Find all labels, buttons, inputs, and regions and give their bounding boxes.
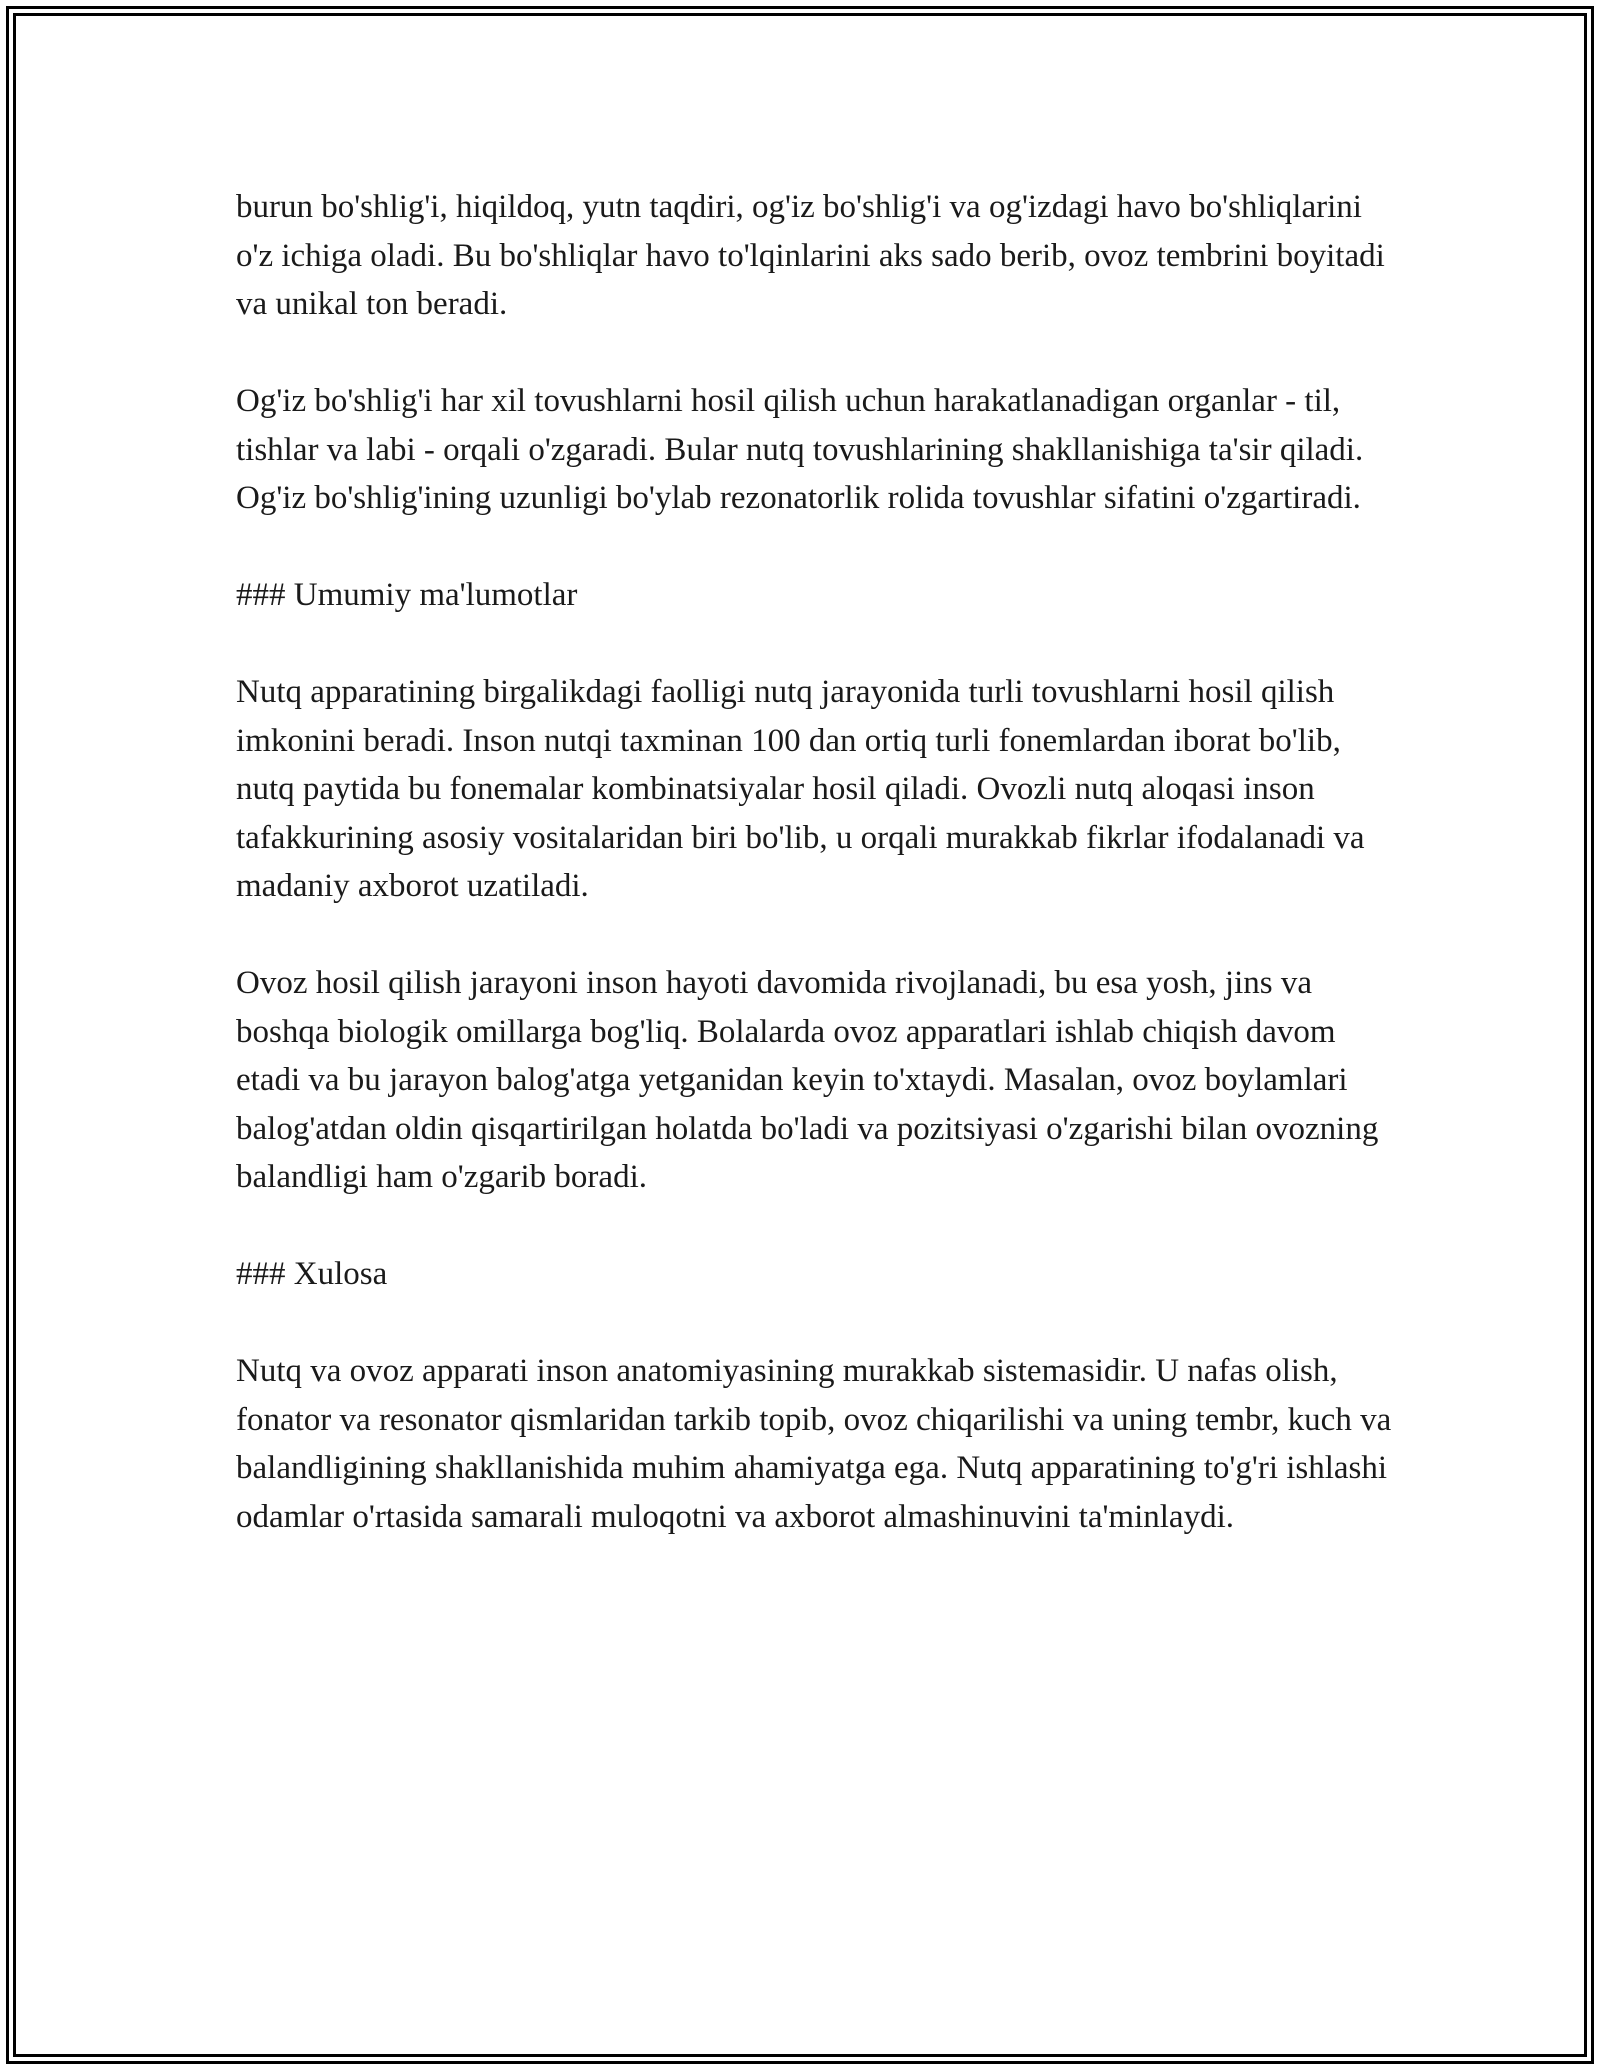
paragraph-conclusion: Nutq va ovoz apparati inson anatomiyasining murakkab sistemasidir. U nafas olish, fonator va resonator qismlaridan tarkib topib, ovoz chiqarilishi va uning tembr, kuch va balandligining shakllanishida muhim ahamiyatga ega. Nutq apparatining to'g'ri ishlashi odamlar o'rtasida samarali muloqotni va axborot almashinuvini ta'minlaydi. — [236, 1353, 1392, 1535]
paragraph-oral-cavity: Og'iz bo'shlig'i har xil tovushlarni hosil qilish uchun harakatlanadigan organlar - til, tishlar va labi - orqali o'zgaradi. Bular nutq tovushlarining shakllanishiga ta'sir qiladi. Og'iz bo'shlig'ining uzunligi bo'ylab rezonatorlik rolida tovushlar sifatini o'zgartiradi. — [236, 383, 1364, 516]
paragraph-speech-apparatus: Nutq apparatining birgalikdagi faolligi nutq jarayonida turli tovushlarni hosil qilish imkonini beradi. Inson nutqi taxminan 100 dan ortiq turli fonemlardan iborat bo'lib, nutq paytida bu fonemalar kombinatsiyalar hosil qiladi. Ovozli nutq aloqasi inson tafakkurining asosiy vositalaridan biri bo'lib, u orqali murakkab fikrlar ifodalanadi va madaniy axborot uzatiladi. — [236, 674, 1365, 904]
paragraph-resonator-cavities: burun bo'shlig'i, hiqildoq, yutn taqdiri, og'iz bo'shlig'i va og'izdagi havo bo'shliqlarini o'z ichiga oladi. Bu bo'shliqlar havo to'lqinlarini aks sado berib, ovoz tembrini boyitadi va unikal ton beradi. — [236, 189, 1385, 322]
paragraph-voice-development: Ovoz hosil qilish jarayoni inson hayoti davomida rivojlanadi, bu esa yosh, jins va boshqa biologik omillarga bog'liq. Bolalarda ovoz apparatlari ishlab chiqish davom etadi va bu jarayon balog'atga yetganidan keyin to'xtaydi. Masalan, ovoz boylamlari balog'atdan oldin qisqartirilgan holatda bo'ladi va pozitsiyasi o'zgarishi bilan ovozning balandligi ham o'zgarib boradi. — [236, 965, 1379, 1195]
heading-conclusion: ### Xulosa — [236, 1256, 388, 1292]
document-body — [236, 183, 1396, 1590]
heading-general-info: ### Umumiy ma'lumotlar — [236, 577, 578, 613]
